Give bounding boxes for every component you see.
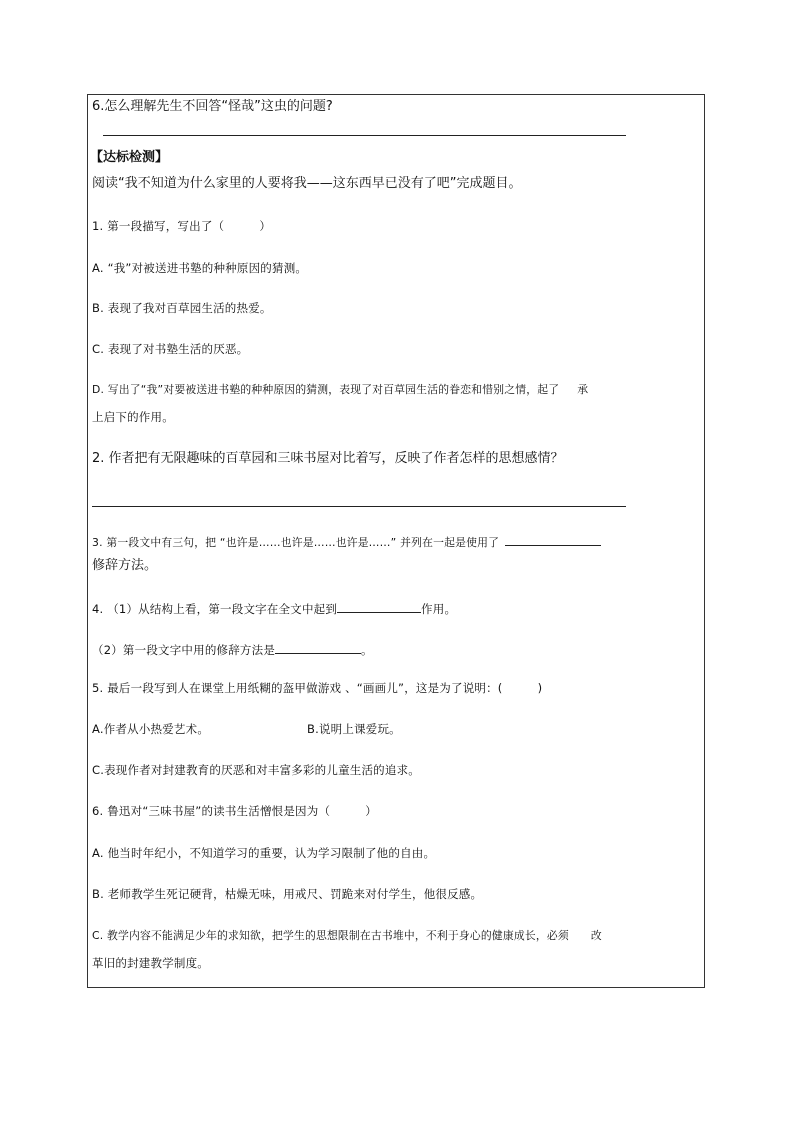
q6-option-a: A. 他当时年纪小，不知道学习的重要，认为学习限制了他的自由。 (92, 846, 436, 860)
q5-stem: 5. 最后一段写到人在课堂上用纸糊的盔甲做游戏 、“画画儿”，这是为了说明：( ) (92, 681, 543, 695)
section-title: 【达标检测】 (90, 150, 169, 165)
q5-option-c: C.表现作者对封建教育的厌恶和对丰富多彩的儿童生活的追求。 (92, 763, 420, 777)
q6-option-b: B. 老师教学生死记硬背，枯燥无味，用戒尺、罚跪来对付学生，他很反感。 (92, 887, 483, 901)
q1-option-d-line1: D. 写出了“我”对要被送进书塾的种种原因的猜测，表现了对百草园生活的眷恋和惜别之情，起了 承 (92, 383, 589, 396)
q5-options-ab (92, 721, 401, 737)
q3-line1: 3. 第一段文中有三句，把 “也许是……也许是……也许是……” 并列在一起是使用了 (92, 531, 601, 551)
q1-option-b: B. 表现了我对百草园生活的热爱。 (92, 301, 272, 315)
prev-question-6: 6.怎么理解先生不回答“怪哉”这虫的问题? (92, 99, 333, 114)
answer-line-prev-q6[interactable] (103, 135, 626, 136)
q4-blank-2[interactable] (275, 639, 361, 654)
q5-option-b: B.说明上课爱玩。 (307, 722, 401, 736)
q6-stem: 6. 鲁迅对“三味书屋”的读书生活憎恨是因为（ ） (92, 804, 377, 818)
reading-instruction: 阅读“我不知道为什么家里的人要将我——这东西早已没有了吧”完成题目。 (92, 176, 522, 191)
q3-blank[interactable] (505, 531, 601, 546)
q6-option-c-line1: C. 教学内容不能满足少年的求知欲，把学生的思想限制在古书堆中，不利于身心的健康成长，必须 改 (92, 929, 602, 942)
q4-part1: 4. （1）从结构上看，第一段文字在全文中起到 作用。 (92, 598, 456, 617)
q2-stem: 2. 作者把有无限趣味的百草园和三味书屋对比着写，反映了作者怎样的思想感情？ (92, 451, 564, 466)
q6-option-c-line2: 革旧的封建教学制度。 (92, 956, 209, 970)
q1-option-a: A. “我”对被送进书塾的种种原因的猜测。 (92, 261, 308, 275)
q1-option-c: C. 表现了对书塾生活的厌恶。 (92, 342, 249, 356)
q5-option-a: A.作者从小热爱艺术。 (92, 722, 210, 736)
q1-stem: 1. 第一段描写，写出了（ ） (92, 219, 272, 233)
q1-option-d-line2: 上启下的作用。 (92, 410, 174, 424)
answer-line-q2[interactable] (92, 506, 626, 507)
q4-part2: （2）第一段文字中用的修辞方法是 。 (92, 639, 373, 658)
q3-line2: 修辞方法。 (92, 558, 158, 573)
q4-blank-1[interactable] (337, 598, 421, 613)
